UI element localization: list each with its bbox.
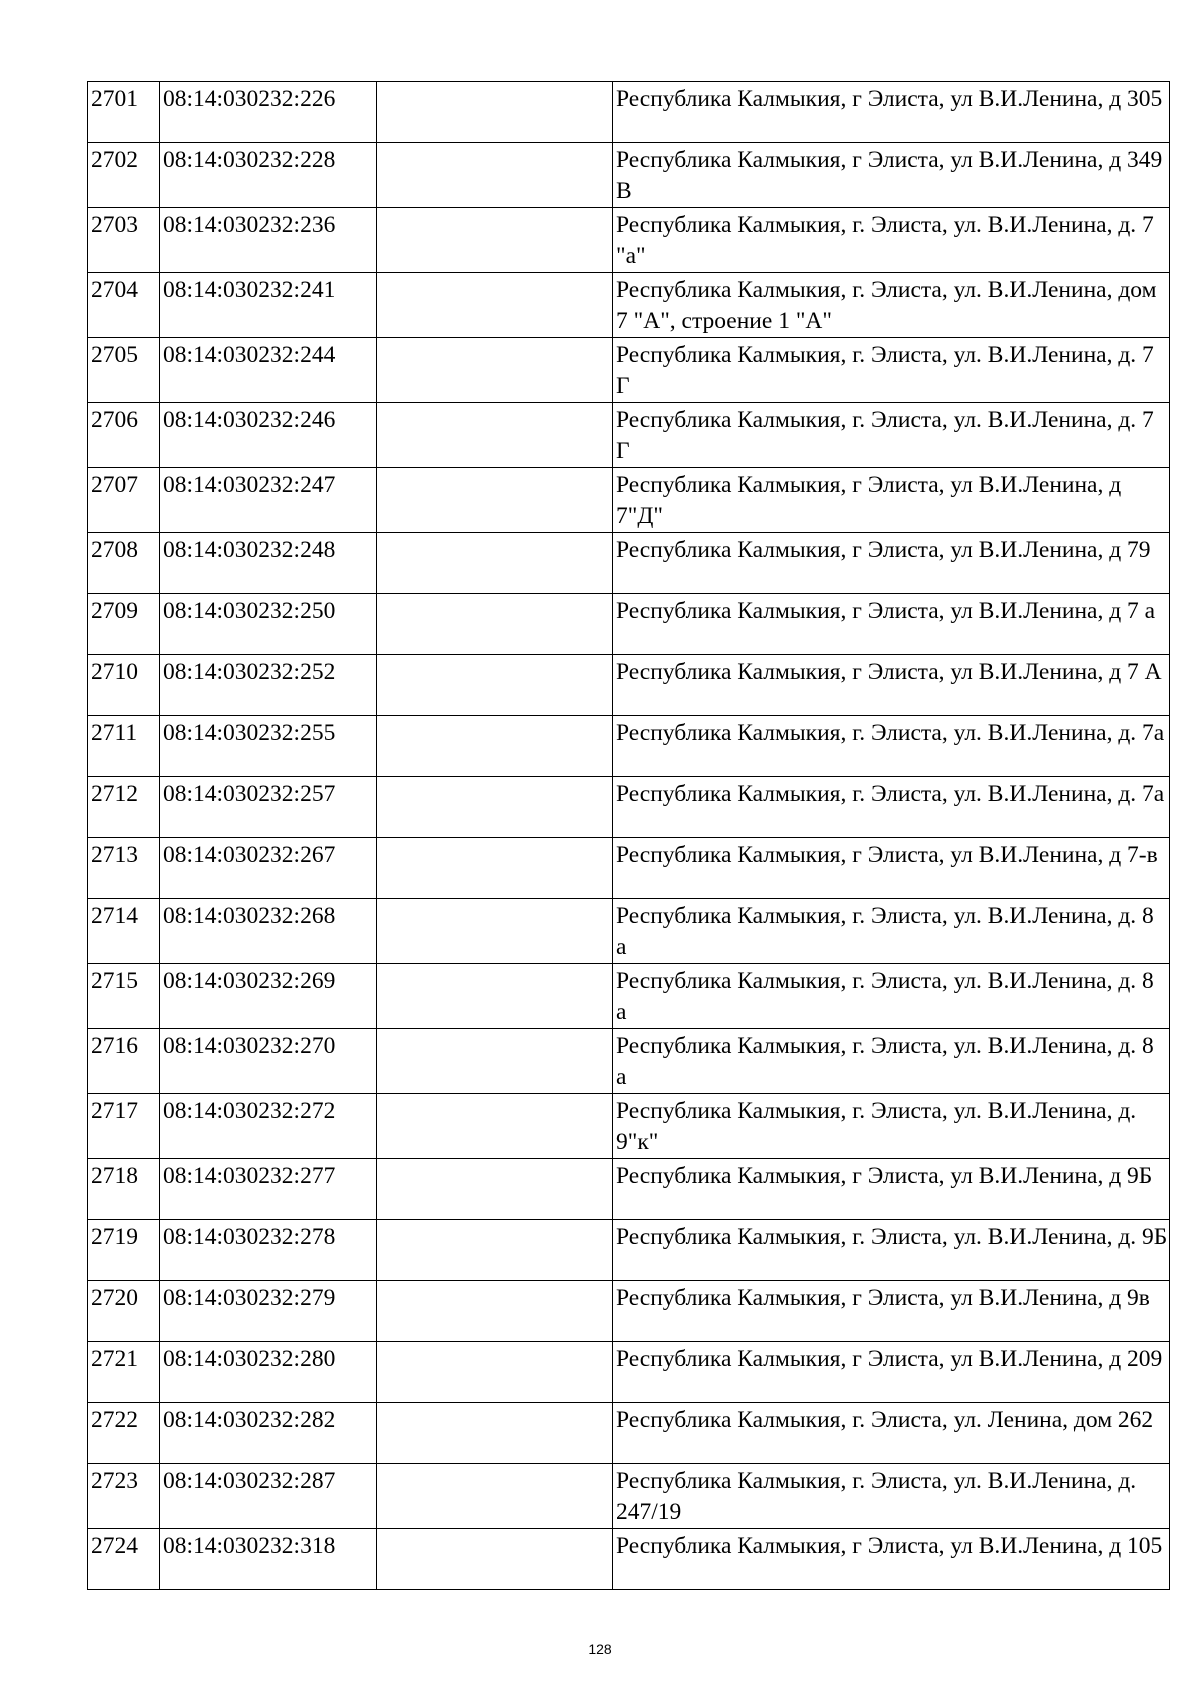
note-cell: [377, 1464, 613, 1529]
note-cell: [377, 655, 613, 716]
note-cell: [377, 1029, 613, 1094]
row-number-cell: 2708: [88, 533, 160, 594]
table-row: [88, 1529, 1170, 1590]
row-number-cell: 2712: [88, 777, 160, 838]
row-number-cell: 2701: [88, 82, 160, 143]
row-number-cell: 2714: [88, 899, 160, 964]
page-number: 128: [588, 1641, 612, 1657]
table-row: [88, 1464, 1170, 1529]
cadastral-number-cell: 08:14:030232:228: [160, 143, 377, 208]
row-number-cell: 2706: [88, 403, 160, 468]
table-row: [88, 655, 1170, 716]
address-cell: Республика Калмыкия, г Элиста, ул В.И.Ленина, д 7-в: [613, 838, 1170, 899]
address-cell: Республика Калмыкия, г. Элиста, ул. В.И.Ленина, дом 7 "А", строение 1 "А": [613, 273, 1170, 338]
cadastral-number-cell: 08:14:030232:277: [160, 1159, 377, 1220]
address-cell: Республика Калмыкия, г Элиста, ул В.И.Ленина, д 7 а: [613, 594, 1170, 655]
table-row: [88, 1281, 1170, 1342]
cadastral-number-cell: 08:14:030232:250: [160, 594, 377, 655]
address-cell: Республика Калмыкия, г. Элиста, ул. В.И.Ленина, д. 8 а: [613, 899, 1170, 964]
row-number-cell: 2711: [88, 716, 160, 777]
table-row: [88, 899, 1170, 964]
row-number-cell: 2710: [88, 655, 160, 716]
cadastral-number-cell: 08:14:030232:268: [160, 899, 377, 964]
cadastral-number-cell: 08:14:030232:248: [160, 533, 377, 594]
table-row: [88, 1342, 1170, 1403]
table-row: [88, 533, 1170, 594]
table-row: [88, 964, 1170, 1029]
address-cell: Республика Калмыкия, г Элиста, ул В.И.Ленина, д 9в: [613, 1281, 1170, 1342]
cadastral-number-cell: 08:14:030232:279: [160, 1281, 377, 1342]
cadastral-number-cell: 08:14:030232:255: [160, 716, 377, 777]
table-row: [88, 403, 1170, 468]
table-row: [88, 338, 1170, 403]
row-number-cell: 2719: [88, 1220, 160, 1281]
cadastral-number-cell: 08:14:030232:280: [160, 1342, 377, 1403]
table-row: [88, 82, 1170, 143]
cadastral-number-cell: 08:14:030232:252: [160, 655, 377, 716]
table-row: [88, 1029, 1170, 1094]
row-number-cell: 2718: [88, 1159, 160, 1220]
property-registry-table: [87, 81, 1170, 1590]
address-cell: Республика Калмыкия, г. Элиста, ул. В.И.Ленина, д. 7 "а": [613, 208, 1170, 273]
row-number-cell: 2705: [88, 338, 160, 403]
note-cell: [377, 468, 613, 533]
note-cell: [377, 533, 613, 594]
note-cell: [377, 1403, 613, 1464]
address-cell: Республика Калмыкия, г Элиста, ул В.И.Ленина, д 305: [613, 82, 1170, 143]
cadastral-number-cell: 08:14:030232:267: [160, 838, 377, 899]
table-row: [88, 468, 1170, 533]
cadastral-number-cell: 08:14:030232:257: [160, 777, 377, 838]
address-cell: Республика Калмыкия, г. Элиста, ул. Ленина, дом 262: [613, 1403, 1170, 1464]
cadastral-number-cell: 08:14:030232:278: [160, 1220, 377, 1281]
address-cell: Республика Калмыкия, г. Элиста, ул. В.И.Ленина, д. 247/19: [613, 1464, 1170, 1529]
note-cell: [377, 338, 613, 403]
table-row: [88, 1403, 1170, 1464]
address-cell: Республика Калмыкия, г. Элиста, ул. В.И.Ленина, д. 7а: [613, 777, 1170, 838]
registry-table-body: [88, 82, 1170, 1590]
note-cell: [377, 1342, 613, 1403]
row-number-cell: 2702: [88, 143, 160, 208]
cadastral-number-cell: 08:14:030232:287: [160, 1464, 377, 1529]
address-cell: Республика Калмыкия, г. Элиста, ул. В.И.Ленина, д. 7а: [613, 716, 1170, 777]
address-cell: Республика Калмыкия, г. Элиста, ул. В.И.Ленина, д. 9"к": [613, 1094, 1170, 1159]
row-number-cell: 2709: [88, 594, 160, 655]
note-cell: [377, 82, 613, 143]
address-cell: Республика Калмыкия, г Элиста, ул В.И.Ленина, д 349 В: [613, 143, 1170, 208]
note-cell: [377, 403, 613, 468]
row-number-cell: 2722: [88, 1403, 160, 1464]
address-cell: Республика Калмыкия, г Элиста, ул В.И.Ленина, д 105: [613, 1529, 1170, 1590]
address-cell: Республика Калмыкия, г. Элиста, ул. В.И.Ленина, д. 7 Г: [613, 403, 1170, 468]
table-row: [88, 143, 1170, 208]
row-number-cell: 2716: [88, 1029, 160, 1094]
row-number-cell: 2723: [88, 1464, 160, 1529]
note-cell: [377, 1281, 613, 1342]
note-cell: [377, 1159, 613, 1220]
cadastral-number-cell: 08:14:030232:236: [160, 208, 377, 273]
table-row: [88, 777, 1170, 838]
note-cell: [377, 143, 613, 208]
cadastral-number-cell: 08:14:030232:282: [160, 1403, 377, 1464]
row-number-cell: 2703: [88, 208, 160, 273]
note-cell: [377, 899, 613, 964]
table-row: [88, 1159, 1170, 1220]
note-cell: [377, 1220, 613, 1281]
note-cell: [377, 1094, 613, 1159]
address-cell: Республика Калмыкия, г. Элиста, ул. В.И.Ленина, д. 8 а: [613, 964, 1170, 1029]
address-cell: Республика Калмыкия, г Элиста, ул В.И.Ленина, д 9Б: [613, 1159, 1170, 1220]
row-number-cell: 2724: [88, 1529, 160, 1590]
cadastral-number-cell: 08:14:030232:226: [160, 82, 377, 143]
address-cell: Республика Калмыкия, г. Элиста, ул. В.И.Ленина, д. 7 Г: [613, 338, 1170, 403]
table-row: [88, 273, 1170, 338]
table-row: [88, 208, 1170, 273]
table-row: [88, 1220, 1170, 1281]
table-row: [88, 1094, 1170, 1159]
row-number-cell: 2713: [88, 838, 160, 899]
note-cell: [377, 777, 613, 838]
row-number-cell: 2707: [88, 468, 160, 533]
note-cell: [377, 208, 613, 273]
table-row: [88, 838, 1170, 899]
cadastral-number-cell: 08:14:030232:270: [160, 1029, 377, 1094]
row-number-cell: 2717: [88, 1094, 160, 1159]
row-number-cell: 2704: [88, 273, 160, 338]
address-cell: Республика Калмыкия, г Элиста, ул В.И.Ленина, д 209: [613, 1342, 1170, 1403]
note-cell: [377, 838, 613, 899]
address-cell: Республика Калмыкия, г Элиста, ул В.И.Ленина, д 7 А: [613, 655, 1170, 716]
cadastral-number-cell: 08:14:030232:241: [160, 273, 377, 338]
table-row: [88, 716, 1170, 777]
note-cell: [377, 1529, 613, 1590]
address-cell: Республика Калмыкия, г. Элиста, ул. В.И.Ленина, д. 8 а: [613, 1029, 1170, 1094]
address-cell: Республика Калмыкия, г Элиста, ул В.И.Ленина, д 79: [613, 533, 1170, 594]
note-cell: [377, 964, 613, 1029]
cadastral-number-cell: 08:14:030232:246: [160, 403, 377, 468]
row-number-cell: 2720: [88, 1281, 160, 1342]
cadastral-number-cell: 08:14:030232:244: [160, 338, 377, 403]
row-number-cell: 2721: [88, 1342, 160, 1403]
note-cell: [377, 273, 613, 338]
row-number-cell: 2715: [88, 964, 160, 1029]
note-cell: [377, 594, 613, 655]
cadastral-number-cell: 08:14:030232:247: [160, 468, 377, 533]
table-row: [88, 594, 1170, 655]
cadastral-number-cell: 08:14:030232:269: [160, 964, 377, 1029]
address-cell: Республика Калмыкия, г. Элиста, ул. В.И.Ленина, д. 9Б: [613, 1220, 1170, 1281]
address-cell: Республика Калмыкия, г Элиста, ул В.И.Ленина, д 7"Д": [613, 468, 1170, 533]
note-cell: [377, 716, 613, 777]
cadastral-number-cell: 08:14:030232:272: [160, 1094, 377, 1159]
cadastral-number-cell: 08:14:030232:318: [160, 1529, 377, 1590]
